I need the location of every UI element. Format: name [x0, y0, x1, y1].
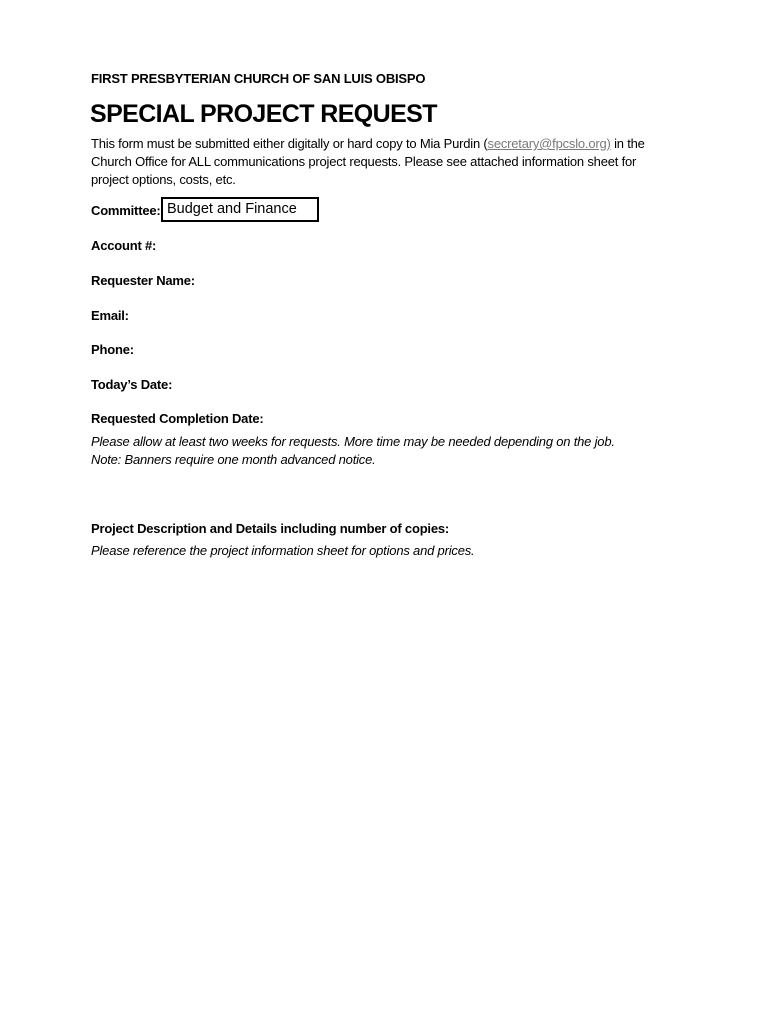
page-title: SPECIAL PROJECT REQUEST: [90, 100, 437, 128]
intro-text-end: in the: [610, 136, 645, 151]
secretary-email-link[interactable]: secretary@fpcslo.org): [487, 136, 611, 151]
project-description-note: Please reference the project information sheet for options and prices.: [91, 543, 475, 558]
todays-date-label: Today’s Date:: [91, 377, 173, 392]
project-description-label: Project Description and Details including number of copies:: [91, 521, 450, 536]
completion-note-line2: Note: Banners require one month advanced notice.: [91, 452, 376, 467]
account-label: Account #:: [91, 238, 157, 253]
intro-text-start: This form must be submitted either digitally or hard copy to Mia Purdin (: [91, 136, 488, 151]
committee-field[interactable]: Budget and Finance: [161, 197, 319, 222]
intro-paragraph: [91, 135, 681, 189]
email-label: Email:: [91, 308, 129, 323]
committee-label: Committee:: [91, 203, 161, 218]
phone-label: Phone:: [91, 342, 134, 357]
completion-note: [91, 433, 615, 469]
intro-text-line2: Church Office for ALL communications project requests. Please see attached information sheet for: [91, 154, 637, 169]
completion-date-label: Requested Completion Date:: [91, 411, 264, 426]
requester-name-label: Requester Name:: [91, 273, 195, 288]
completion-note-line1: Please allow at least two weeks for requests. More time may be needed depending on the job.: [91, 434, 615, 449]
organization-name: FIRST PRESBYTERIAN CHURCH OF SAN LUIS OBISPO: [91, 71, 426, 86]
intro-text-line3: project options, costs, etc.: [91, 172, 236, 187]
